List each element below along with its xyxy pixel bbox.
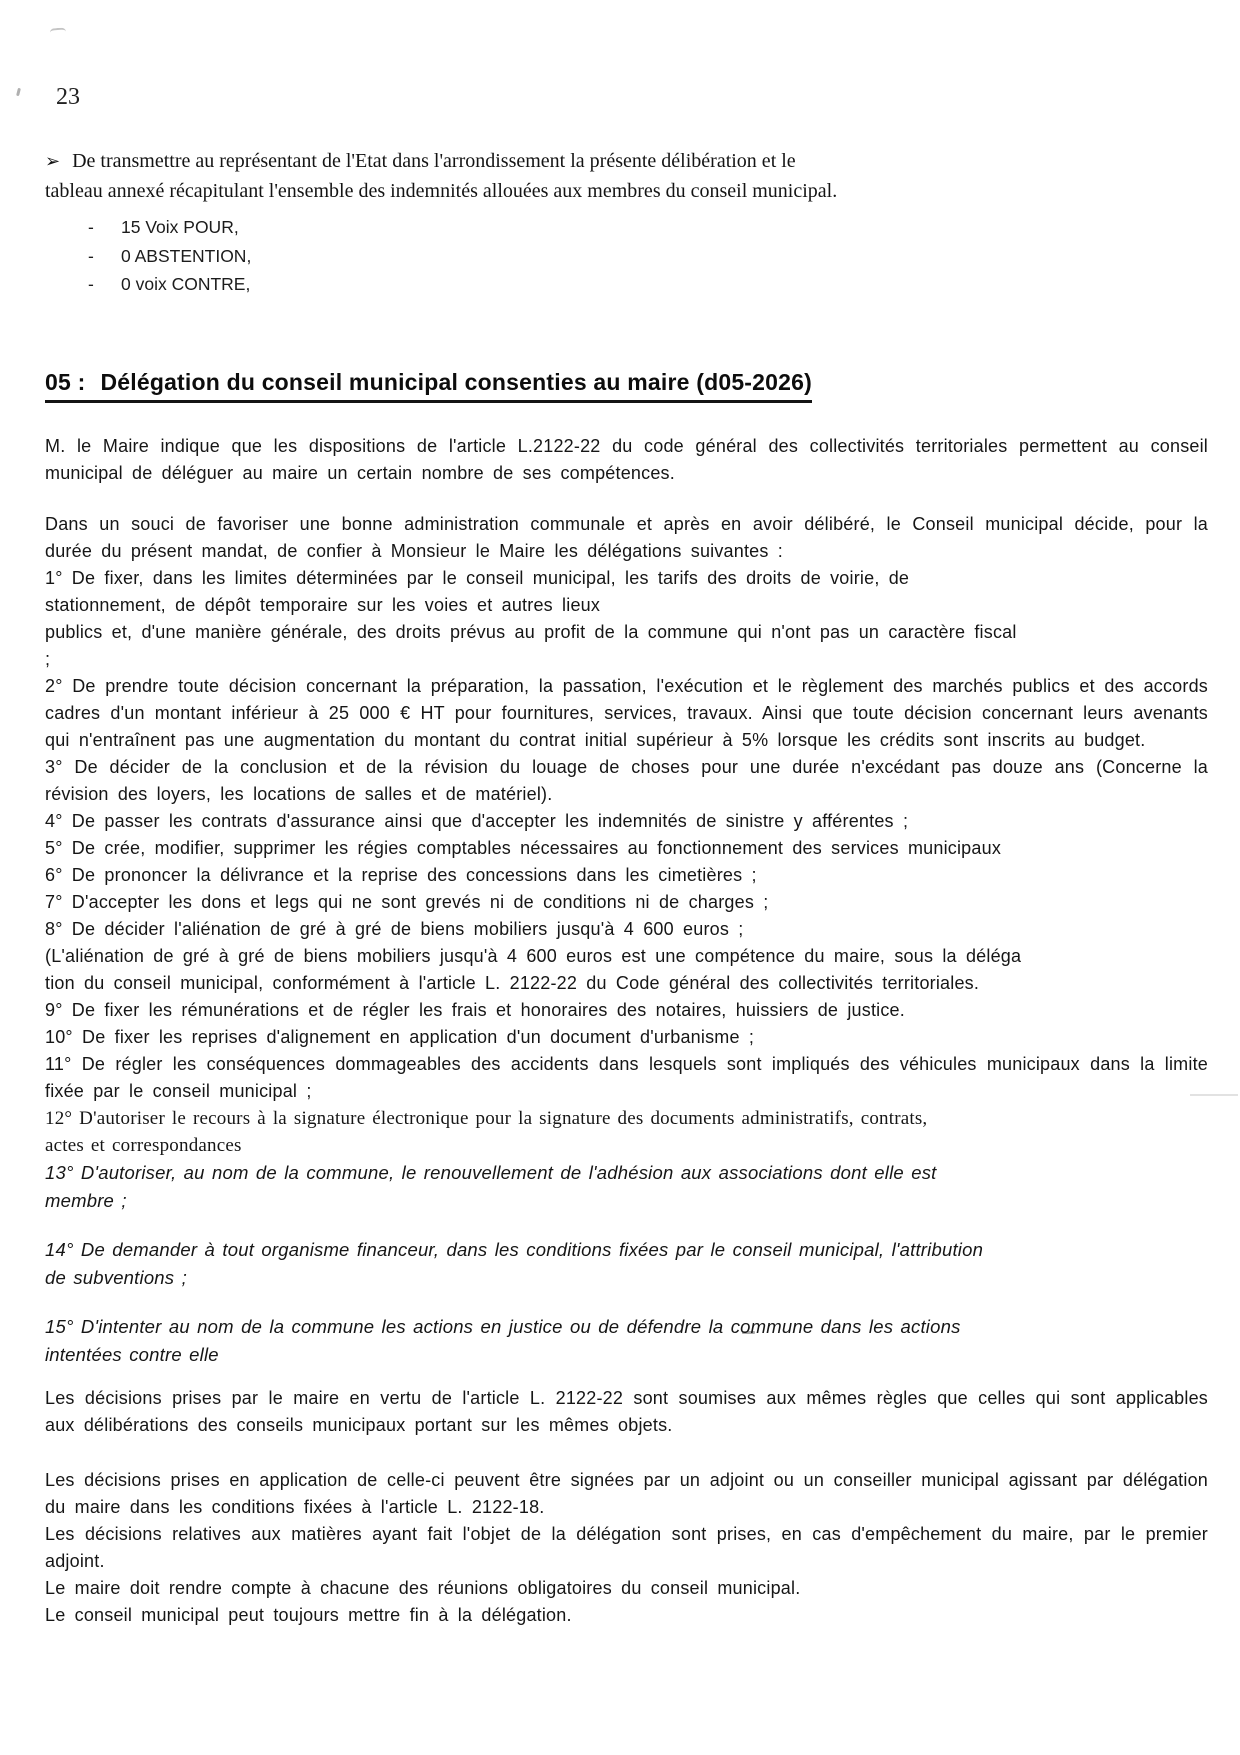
- body-paragraph: 13° D'autoriser, au nom de la commune, le renouvellement de l'adhésion aux associations dont elle est: [45, 1161, 937, 1183]
- body-paragraph: 1° De fixer, dans les limites déterminées par le conseil municipal, les tarifs des droits de voirie, de: [45, 567, 910, 588]
- body-paragraph: ;: [45, 648, 51, 669]
- vote-label: 15 Voix POUR,: [121, 217, 239, 237]
- body-paragraph: 10° De fixer les reprises d'alignement en application d'un document d'urbanisme ;: [45, 1026, 755, 1047]
- vote-item: [88, 242, 1208, 271]
- vote-item: [88, 270, 1208, 299]
- body-paragraph: tion du conseil municipal, conformément à l'article L. 2122-22 du Code général des collectivités territoriales.: [45, 972, 980, 993]
- vote-item: [88, 213, 1208, 242]
- vote-list: [45, 213, 1208, 299]
- dash-bullet: -: [88, 217, 94, 237]
- body-paragraph: Dans un souci de favoriser une bonne administration communale et après en avoir délibéré, le Conseil municipal décide, pour la durée du présent mandat, de confier à Monsieur le Maire les délégations suivantes :: [45, 513, 1208, 561]
- body-paragraph: Le conseil municipal peut toujours mettre fin à la délégation.: [45, 1604, 572, 1625]
- body-paragraph: 11° De régler les conséquences dommageables des accidents dans lesquels sont impliqués des véhicules municipaux dans la limite fixée par le conseil municipal ;: [45, 1053, 1208, 1101]
- scan-artifact: [50, 27, 67, 36]
- body-paragraph: 3° De décider de la conclusion et de la révision du louage de choses pour une durée n'excédant pas douze ans (Concerne la révision des loyers, les locations de salles et de matériel).: [45, 756, 1208, 804]
- resolution-paragraph: [45, 146, 1208, 206]
- body-paragraph: actes et correspondances: [45, 1134, 242, 1156]
- dash-bullet: -: [88, 274, 94, 294]
- body-paragraph: 12° D'autoriser le recours à la signature électronique pour la signature des documents administratifs, contrats,: [45, 1107, 928, 1129]
- body-paragraph: 8° De décider l'aliénation de gré à gré de biens mobiliers jusqu'à 4 600 euros ;: [45, 918, 744, 939]
- body-paragraph: Les décisions prises en application de celle-ci peuvent être signées par un adjoint ou un conseiller municipal agissant par délégation du maire dans les conditions fixées à l'article L. 2122-18.: [45, 1469, 1208, 1517]
- body-paragraph: 9° De fixer les rémunérations et de régler les frais et honoraires des notaires, huissiers de justice.: [45, 999, 905, 1020]
- body-paragraph: 14° De demander à tout organisme financeur, dans les conditions fixées par le conseil municipal, l'attribution: [45, 1238, 984, 1260]
- body-paragraph: Les décisions prises par le maire en vertu de l'article L. 2122-22 sont soumises aux mêmes règles que celles qui sont applicables aux délibérations des conseils municipaux portant sur les mêmes objets.: [45, 1387, 1208, 1435]
- body-paragraph: 6° De prononcer la délivrance et la reprise des concessions dans les cimetières ;: [45, 864, 757, 885]
- section-title: Délégation du conseil municipal consenties au maire (d05-2026): [100, 368, 812, 395]
- body-paragraph: (L'aliénation de gré à gré de biens mobiliers jusqu'à 4 600 euros est une compétence du maire, sous la déléga: [45, 945, 1022, 966]
- body-paragraph: publics et, d'une manière générale, des droits prévus au profit de la commune qui n'ont pas un caractère fiscal: [45, 621, 1017, 642]
- scan-artifact: [16, 88, 21, 96]
- body-paragraph: M. le Maire indique que les dispositions de l'article L.2122-22 du code général des collectivités territoriales permettent au conseil municipal de déléguer au maire un certain nombre de ses compétences.: [45, 435, 1208, 483]
- page-number: 23: [56, 84, 80, 110]
- body-paragraph: Les décisions relatives aux matières ayant fait l'objet de la délégation sont prises, en cas d'empêchement du maire, par le premier adjoint.: [45, 1523, 1208, 1571]
- body-paragraph: 15° D'intenter au nom de la commune les actions en justice ou de défendre la commune dans les actions: [45, 1315, 961, 1337]
- body-paragraph: membre ;: [45, 1189, 127, 1211]
- section-number: 05 :: [45, 368, 86, 395]
- section-heading-text: [45, 369, 812, 403]
- vote-label: 0 voix CONTRE,: [121, 274, 251, 294]
- body-paragraph: 7° D'accepter les dons et legs qui ne sont grevés ni de conditions ni de charges ;: [45, 891, 769, 912]
- body-paragraph: Le maire doit rendre compte à chacune des réunions obligatoires du conseil municipal.: [45, 1577, 801, 1598]
- body-paragraph: intentées contre elle: [45, 1343, 219, 1365]
- arrow-bullet-icon: ➢: [45, 151, 61, 171]
- body-paragraph: stationnement, de dépôt temporaire sur les voies et autres lieux: [45, 594, 601, 615]
- resolution-line: De transmettre au représentant de l'Etat dans l'arrondissement la présente délibération et le: [72, 150, 796, 172]
- body-paragraph: 4° De passer les contrats d'assurance ainsi que d'accepter les indemnités de sinistre y afférentes ;: [45, 810, 909, 831]
- vote-label: 0 ABSTENTION,: [121, 245, 252, 266]
- document-content: [45, 146, 1208, 1629]
- body-paragraph: de subventions ;: [45, 1266, 187, 1288]
- body-paragraph: 5° De crée, modifier, supprimer les régies comptables nécessaires au fonctionnement des services municipaux: [45, 837, 1002, 858]
- section-heading: [45, 369, 1208, 403]
- section-body: [45, 433, 1208, 1629]
- resolution-line: tableau annexé récapitulant l'ensemble des indemnités allouées aux membres du conseil municipal.: [45, 180, 838, 202]
- dash-bullet: -: [88, 245, 94, 266]
- body-paragraph: 2° De prendre toute décision concernant la préparation, la passation, l'exécution et le règlement des marchés publics et des accords cadres d'un montant inférieur à 25 000 € HT pour fournitures, services, travaux. Ainsi que toute décision concernant leurs avenants qui n'entraînent pas une augmentation du montant du contrat initial supérieur à 5% lorsque les crédits sont inscrits au budget.: [45, 675, 1208, 750]
